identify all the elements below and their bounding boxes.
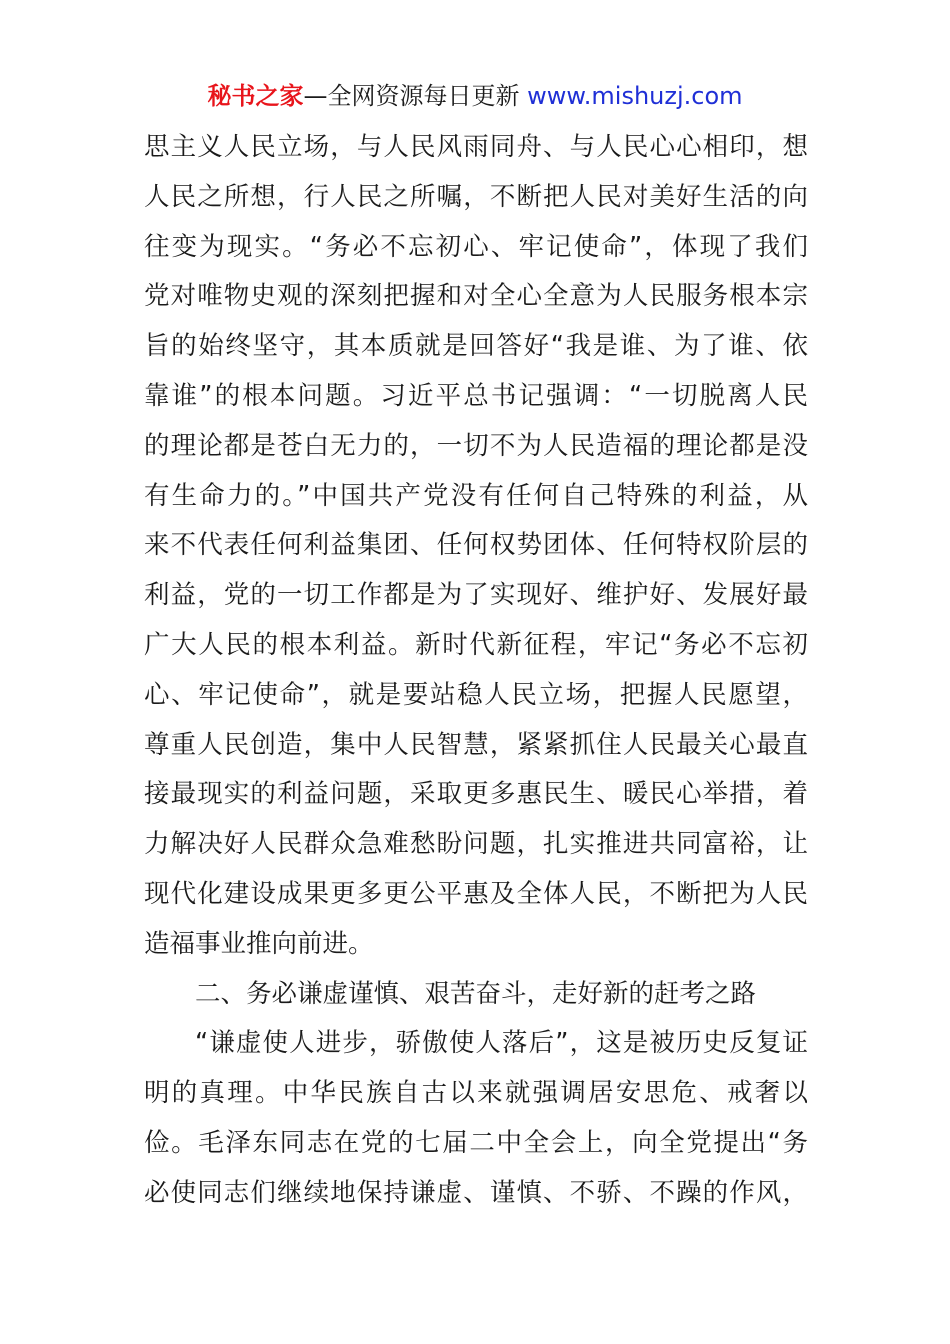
site-tagline: —全网资源每日更新 <box>303 82 528 110</box>
body-text-line: 俭。毛泽东同志在党的七届二中全会上，向全党提出“务 <box>144 1127 808 1158</box>
body-text-line: 力解决好人民群众急难愁盼问题，扎实推进共同富裕，让 <box>144 829 808 860</box>
body-text-line: 人民之所想，行人民之所嘱，不断把人民对美好生活的向 <box>144 181 808 212</box>
body-text-line: 有生命力的。”中国共产党没有任何自己特殊的利益，从 <box>144 480 808 511</box>
body-text-line: “谦虚使人进步，骄傲使人落后”，这是被历史反复证 <box>195 1028 808 1059</box>
body-text-line: 来不代表任何利益集团、任何权势团体、任何特权阶层的 <box>144 530 808 561</box>
body-text-line: 往变为现实。“务必不忘初心、牢记使命”，体现了我们 <box>144 231 808 262</box>
body-text-line: 造福事业推向前进。 <box>144 928 374 959</box>
body-text-line: 思主义人民立场，与人民风雨同舟、与人民心心相印，想 <box>144 132 808 162</box>
body-text-line: 接最现实的利益问题，采取更多惠民生、暖民心举措，着 <box>144 779 808 810</box>
body-text-line: 现代化建设成果更多更公平惠及全体人民，不断把为人民 <box>144 878 808 909</box>
body-text-line: 利益，党的一切工作都是为了实现好、维护好、发展好最 <box>144 580 808 611</box>
site-url[interactable]: www.mishuzj.com <box>527 82 743 110</box>
document-body <box>144 123 808 1219</box>
body-text-line: 旨的始终坚守，其本质就是回答好“我是谁、为了谁、依 <box>144 331 808 362</box>
body-text-line: 明的真理。中华民族自古以来就强调居安思危、戒奢以 <box>144 1078 808 1109</box>
body-text-line: 党对唯物史观的深刻把握和对全心全意为人民服务根本宗 <box>144 281 808 312</box>
body-text-line: 尊重人民创造，集中人民智慧，紧紧抓住人民最关心最直 <box>144 729 808 760</box>
site-brand: 秘书之家 <box>207 82 304 110</box>
body-text-line: 靠谁”的根本问题。习近平总书记强调：“一切脱离人民 <box>144 380 808 411</box>
body-text-line: 心、牢记使命”，就是要站稳人民立场，把握人民愿望， <box>144 679 808 710</box>
section-heading: 二、务必谦虚谨慎、艰苦奋斗，走好新的赶考之路 <box>195 978 757 1009</box>
body-text-line: 的理论都是苍白无力的，一切不为人民造福的理论都是没 <box>144 430 808 461</box>
site-header <box>0 80 950 112</box>
body-text-line: 广大人民的根本利益。新时代新征程，牢记“务必不忘初 <box>144 629 808 660</box>
body-text-line: 必使同志们继续地保持谦虚、谨慎、不骄、不躁的作风， <box>144 1177 808 1208</box>
